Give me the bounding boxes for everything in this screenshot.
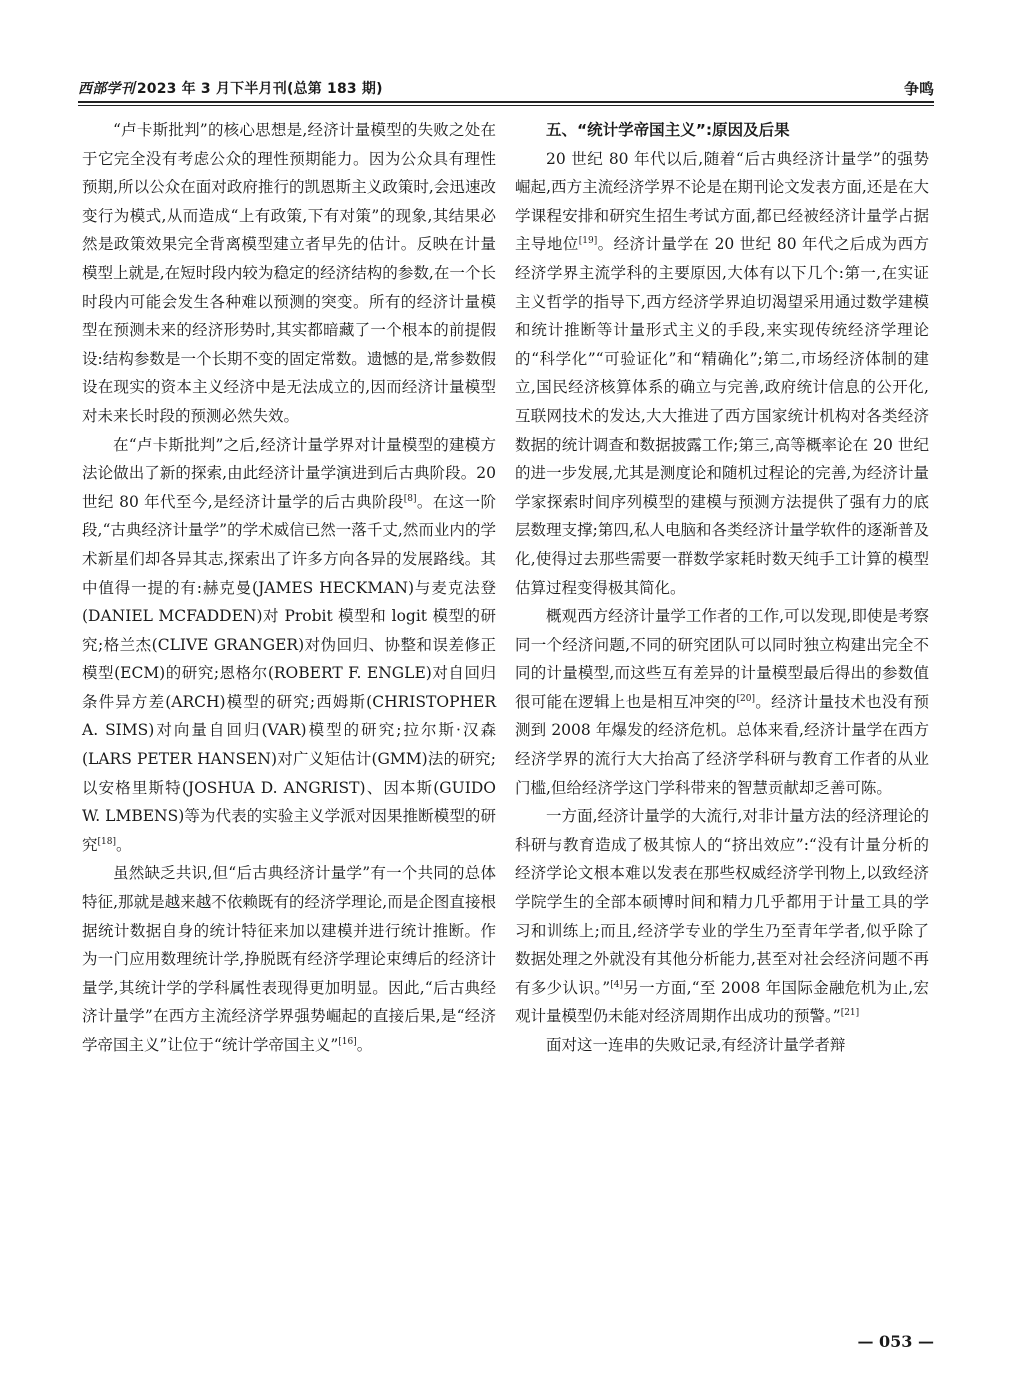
citation: [21]: [840, 1008, 860, 1019]
citation: [4]: [610, 979, 623, 990]
left-column: [82, 116, 496, 1060]
paragraph: [515, 602, 929, 802]
paragraph: [82, 116, 496, 431]
paragraph-text: 。经济计量技术也没有预测到 2008 年爆发的经济危机。总体来看,经济计量学在西方经济学界的流行大大抬高了经济学科研与教育工作者的从业门槛,但给经济学这门学科带来的智慧贡献却乏善可陈。: [515, 692, 929, 797]
paragraph-text: 虽然缺乏共识,但“后古典经济计量学”有一个共同的总体特征,那就是越来越不依赖既有的经济学理论,而是企图直接根据统计数据自身的统计特征来加以建模并进行统计推断。作为一门应用数理统计学,挣脱既有经济学理论束缚后的经济计量学,其统计学的学科属性表现得更加明显。因此,“后古典经济计量学”在西方主流经济学界强势崛起的直接后果,是“经济学帝国主义”让位于“统计学帝国主义”: [82, 864, 496, 1054]
header-rule: [78, 101, 934, 103]
section-heading: 五、“统计学帝国主义”:原因及后果: [546, 121, 790, 139]
section-label: 争鸣: [903, 79, 934, 98]
issue-info: 2023 年 3 月下半月刊(总第 183 期): [136, 81, 383, 97]
paragraph: [515, 802, 929, 1031]
paragraph-text: 在“卢卡斯批判”之后,经济计量学界对计量模型的建模方法论做出了新的探索,由此经济计量学演进到后古典阶段。20 世纪 80 年代至今,是经济计量学的后古典阶段: [82, 435, 496, 511]
page-number: — 053 —: [857, 1332, 934, 1351]
paragraph-text: 。在这一阶段,“古典经济计量学”的学术威信已然一落千丈,然而业内的学术新星们却各异其志,探索出了许多方向各异的发展路线。其中值得一提的有:赫克曼(JAMES HECKMAN)与麦克法登(DANIEL MCFADDEN)对 Probit 模型和 logit 模型的研究;格兰杰(CLIVE GRANGER)对伪回归、协整和误差修正模型(ECM)的研究;恩格尔(ROBERT F. ENGLE)对自回归条件异方差(ARCH)模型的研究;西姆斯(CHRISTOPHER A. SIMS)对向量自回归(VAR)模型的研究;拉尔斯·汉森(LARS PETER HANSEN)对广义矩估计(GMM)法的研究;以安格里斯特(JOSHUA D. ANGRIST)、因本斯(GUIDO W. LMBENS)等为代表的实验主义学派对因果推断模型的研究: [82, 492, 496, 854]
paragraph-text: 。: [356, 1036, 373, 1054]
header-rule-thin: [78, 105, 934, 106]
paragraph-text: 。经济计量学在 20 世纪 80 年代之后成为西方经济学界主流学科的主要原因,大体有以下几个:第一,在实证主义哲学的指导下,西方经济学界迫切渴望采用通过数学建模和统计推断等计量形式主义的手段,来实现传统经济学理论的“科学化”“可验证化”和“精确化”;第二,市场经济体制的建立,国民经济核算体系的确立与完善,政府统计信息的公开化,互联网技术的发达,大大推进了西方国家统计机构对各类经济数据的统计调查和数据披露工作;第三,高等概率论在 20 世纪的进一步发展,尤其是测度论和随机过程论的完善,为经济计量学家探索时间序列模型的建模与预测方法提供了强有力的底层数理支撑;第四,私人电脑和各类经济计量学软件的逐渐普及化,使得过去那些需要一群数学家耗时数天纯手工计算的模型估算过程变得极其简化。: [515, 235, 929, 597]
paragraph-text: “卢卡斯批判”的核心思想是,经济计量模型的失败之处在于它完全没有考虑公众的理性预期能力。因为公众具有理性预期,所以公众在面对政府推行的凯恩斯主义政策时,会迅速改变行为模式,从而造成“上有政策,下有对策”的现象,其结果必然是政策效果完全背离模型建立者早先的估计。反映在计量模型上就是,在短时段内较为稳定的经济结构的参数,在一个长时段内可能会发生各种难以预测的突变。所有的经济计量模型在预测未来的经济形势时,其实都暗藏了一个根本的前提假设:结构参数是一个长期不变的固定常数。遗憾的是,常参数假设在现实的资本主义经济中是无法成立的,因而经济计量模型对未来长时段的预测必然失效。: [82, 121, 496, 425]
running-header: [78, 76, 934, 100]
paragraph: [82, 859, 496, 1059]
citation: [18]: [97, 836, 116, 847]
journal-info: [78, 78, 383, 98]
citation: [20]: [736, 693, 755, 704]
citation: [19]: [578, 236, 598, 247]
journal-logo: 西部学刊: [78, 81, 135, 97]
citation: [16]: [338, 1037, 357, 1047]
paragraph: [82, 431, 496, 860]
paragraph-text: 20 世纪 80 年代以后,随着“后古典经济计量学”的强势崛起,西方主流经济学界不论是在期刊论文发表方面,还是在大学课程安排和研究生招生考试方面,都已经被经济计量学占据主导地位: [515, 149, 929, 254]
paragraph-text: 一方面,经济计量学的大流行,对非计量方法的经济理论的科研与教育造成了极其惊人的“挤出效应”:“没有计量分析的经济学论文根本难以发表在那些权威经济学刊物上,以致经济学院学生的全部本硕博时间和精力几乎都用于计量工具的学习和训练上;而且,经济学专业的学生乃至青年学者,似乎除了数据处理之外就没有其他分析能力,甚至对社会经济问题不再有多少认识。”: [515, 807, 929, 997]
citation: [8]: [403, 493, 417, 504]
paragraph-text: 另一方面,“至 2008 年国际金融危机为止,宏观计量模型仍未能对经济周期作出成功的预警。”: [515, 978, 929, 1026]
paragraph-text: 面对这一连串的失败记录,有经济计量学者辩: [546, 1036, 846, 1054]
right-column: [515, 116, 929, 1060]
paragraph-text: 。: [116, 835, 132, 854]
paragraph: [515, 1031, 929, 1060]
paragraph: [515, 145, 929, 603]
paragraph-text: 概观西方经济计量学工作者的工作,可以发现,即使是考察同一个经济问题,不同的研究团队可以同时独立构建出完全不同的计量模型,而这些互有差异的计量模型最后得出的参数值很可能在逻辑上也是相互冲突的: [515, 607, 929, 711]
